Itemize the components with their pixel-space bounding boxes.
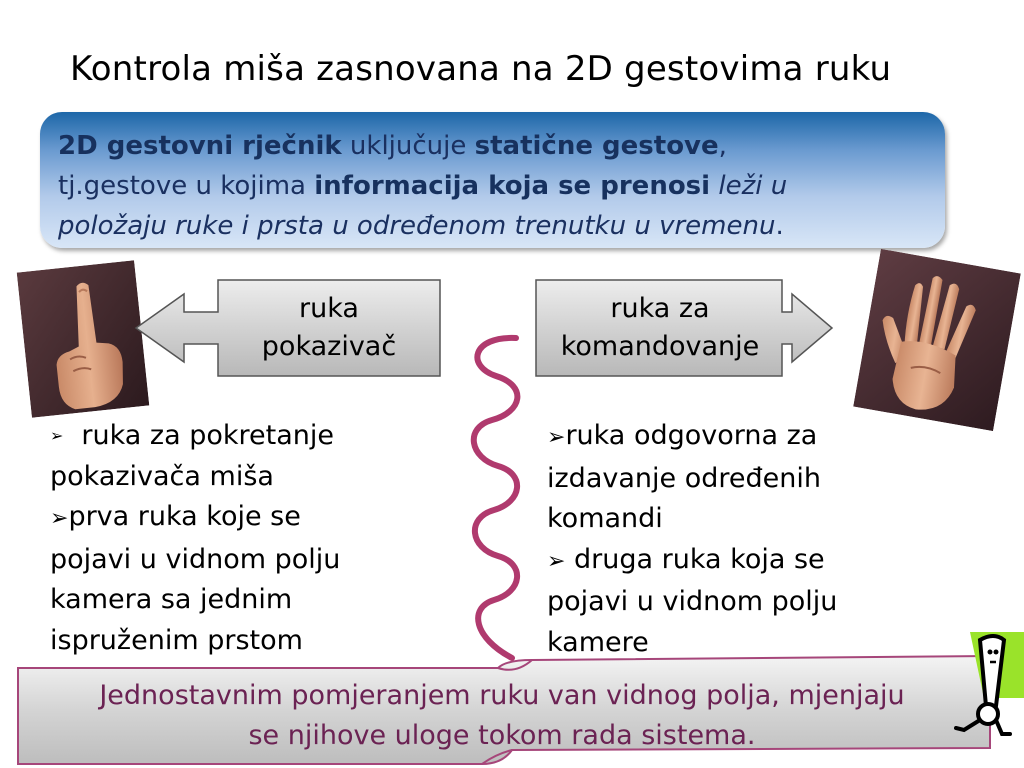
definition-italic-2: položaju ruke i prsta u određenom trenutku u vremenu	[58, 211, 776, 241]
definition-text-2: tj.gestove u kojima	[58, 171, 315, 201]
list-item-text: pokazivača miša	[50, 460, 274, 492]
slide-title: Kontrola miša zasnovana na 2D gestovima ruku	[70, 49, 892, 89]
list-item-text: ruka odgovorna za	[565, 420, 818, 451]
list-item-text: izdavanje određenih	[547, 462, 821, 494]
footer-line2: se njihove uloge tokom rada sistema.	[248, 720, 756, 751]
command-hand-description	[547, 416, 907, 663]
open-hand-photo	[853, 249, 1021, 431]
pointer-hand-description	[50, 416, 410, 661]
list-item-text: komandi	[547, 503, 663, 534]
pointing-hand-photo	[17, 260, 150, 418]
arrow-bullet-icon: ➢	[50, 506, 69, 531]
arrow-bullet-icon: ➢	[50, 426, 64, 445]
definition-info: informacija koja se prenosi	[314, 171, 711, 201]
footer-line1: Jednostavnim pomjeranjem ruku van vidnog polja, mjenjaju	[99, 680, 905, 711]
list-item	[547, 540, 907, 583]
command-hand-label	[537, 290, 783, 366]
list-item-text: ispruženim prstom	[50, 624, 303, 656]
wavy-line	[462, 332, 526, 662]
definition-term: 2D gestovni rječnik	[58, 131, 342, 161]
definition-period: .	[775, 211, 784, 241]
list-item-text: druga ruka koja se	[565, 543, 825, 575]
definition-text: uključuje	[341, 131, 475, 161]
list-item-text: pojavi u vidnom polju	[50, 543, 341, 575]
exclamation-figure-icon	[944, 628, 1024, 740]
pointer-hand-line2: pokazivač	[261, 331, 397, 362]
command-hand-line2: komandovanje	[560, 331, 760, 362]
list-item	[50, 416, 410, 457]
definition-static-gestures: statične gestove	[474, 131, 719, 161]
definition-box	[40, 112, 945, 248]
footer-note	[22, 676, 982, 756]
arrow-bullet-icon: ➢	[547, 425, 566, 450]
list-item	[50, 497, 410, 540]
definition-italic-1: leži u	[718, 171, 788, 201]
arrow-bullet-icon: ➢	[547, 548, 566, 574]
list-item-text: kamera sa jednim	[50, 584, 293, 615]
definition-comma: ,	[718, 131, 727, 161]
list-item-text: kamere	[547, 626, 649, 658]
pointer-hand-line1: ruka	[299, 293, 359, 324]
list-item-text: ruka za pokretanje	[81, 420, 334, 451]
pointer-hand-label	[218, 290, 440, 366]
list-item	[547, 416, 907, 459]
list-item-text: prva ruka koje se	[68, 501, 301, 532]
list-item-text: pojavi u vidnom polju	[547, 586, 838, 617]
command-hand-line1: ruka za	[610, 293, 710, 324]
